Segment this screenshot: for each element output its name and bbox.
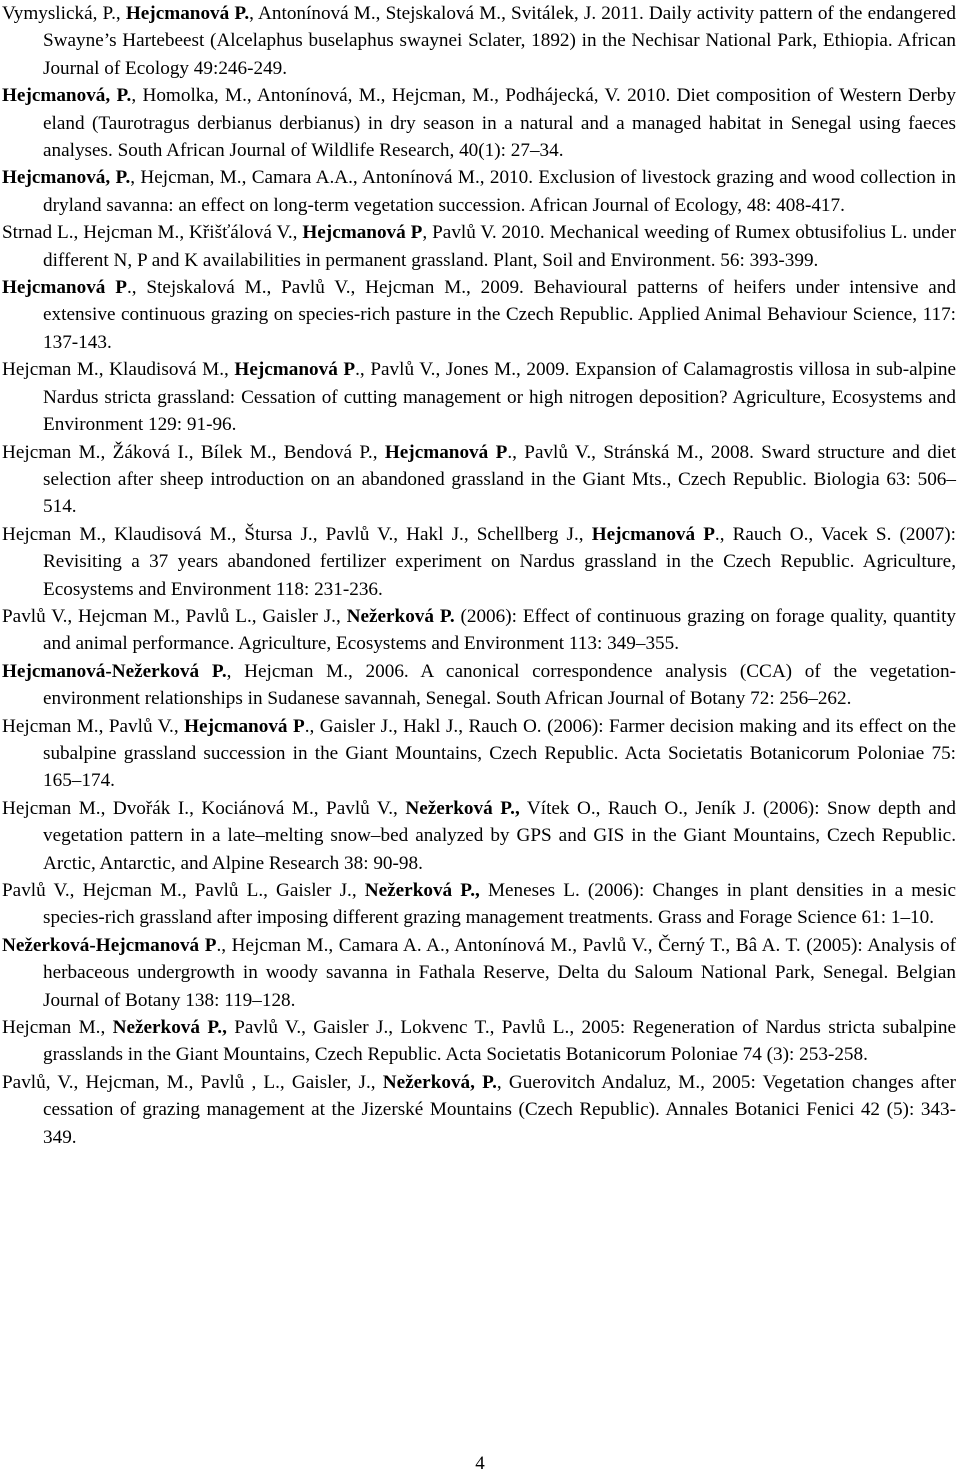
reference-entry — [2, 219, 956, 274]
reference-entry — [2, 439, 956, 521]
reference-entry — [2, 356, 956, 438]
reference-text: Pavlů V., Hejcman M., Pavlů L., Gaisler J., — [2, 880, 365, 901]
reference-entry — [2, 521, 956, 603]
reference-text: , Antonínová M., Stejskalová M., Svitálek, J. 2011. Daily activity pattern of the endangered Swayne’s Hartebeest (Alcelaphus buselaphus swaynei Sclater, 1892) in the Nechisar National Park, Ethiopia. African Journal of Ecology 49:246-249. — [43, 3, 957, 79]
reference-text: (2006): Effect of continuous grazing on forage quality, quantity and animal performance. Agriculture, Ecosystems and Environment 113: 349–355. — [43, 605, 957, 655]
reference-entry — [2, 164, 956, 219]
reference-text: Strnad L., Hejcman M., Křišťálová V., — [2, 222, 303, 244]
reference-text: Pavlů, V., Hejcman, M., Pavlů , L., Gaisler, J., — [2, 1071, 383, 1093]
reference-entry — [2, 877, 956, 932]
reference-entry — [2, 795, 956, 877]
author-highlight: Hejcmanová P — [2, 277, 127, 299]
reference-text: ., Rauch O., Vacek S. (2007): Revisiting a 37 years abandoned fertilizer experiment on Nardus grassland in the Czech Republic. Agriculture, Ecosystems and Environment 118: 231-236. — [43, 523, 956, 600]
reference-entry — [2, 658, 956, 713]
author-highlight: Hejcmanová, P. — [2, 85, 132, 107]
author-highlight: Hejcmanová, P. — [2, 167, 131, 189]
reference-text: ., Hejcman M., Camara A. A., Antonínová M., Pavlů V., Černý T., Bâ A. T. (2005): Analysis of herbaceous undergrowth in woody savanna in Fathala Reserve, Delta du Saloum National Park, Senegal. Belgian Journal of Botany 138: 119–128. — [43, 934, 956, 1011]
reference-entry — [2, 82, 956, 164]
reference-text: Hejcman M., Dvořák I., Kociánová M., Pavlů V., — [2, 797, 406, 819]
reference-text: ., Pavlů V., Jones M., 2009. Expansion of Calamagrostis villosa in sub-alpine Nardus stricta grassland: Cessation of cutting management or high nitrogen deposition? Agriculture, Ecosystems and Environment 129: 91-96. — [43, 359, 956, 436]
reference-text: Pavlů V., Hejcman M., Pavlů L., Gaisler J., — [2, 605, 347, 627]
author-highlight: Nežerková P., — [364, 880, 480, 901]
reference-text: , Pavlů V. 2010. Mechanical weeding of Rumex obtusifolius L. under different N, P and K availabilities in permanent grassland. Plant, Soil and Environment. 56: 393-399. — [43, 222, 956, 271]
reference-text: Hejcman M., Žáková I., Bílek M., Bendová P., — [2, 441, 385, 463]
author-highlight: Hejcmanová P. — [125, 3, 250, 24]
reference-text: , Hejcman M., 2006. A canonical correspondence analysis (CCA) of the vegetation-environment relationships in Sudanese savannah, Senegal. South African Journal of Botany 72: 256–262. — [43, 660, 956, 710]
author-highlight: Hejcmanová P — [591, 523, 715, 545]
author-highlight: Nežerková, P. — [382, 1071, 497, 1093]
author-highlight: Nežerková P., — [405, 797, 520, 819]
page-number: 4 — [475, 1453, 485, 1474]
reference-list — [2, 0, 956, 1151]
reference-text: Vymyslická, P., — [2, 3, 126, 24]
reference-text: Vítek O., Rauch O., Jeník J. (2006): Snow depth and vegetation pattern in a late–melting snow–bed analyzed by GPS and GIS in the Giant Mountains, Czech Republic. Arctic, Antarctic, and Alpine Research 38: 90-98. — [43, 797, 956, 874]
reference-text: ., Pavlů V., Stránská M., 2008. Sward structure and diet selection after sheep introduction on an abandoned grassland in the Giant Mts., Czech Republic. Biologia 63: 506–514. — [43, 441, 957, 518]
author-highlight: Hejcmanová P — [184, 715, 305, 737]
author-highlight: Nežerková P. — [346, 605, 455, 627]
author-highlight: Hejcmanová-Nežerková P. — [2, 660, 227, 682]
reference-text: Hejcman M., — [2, 1017, 113, 1039]
reference-entry — [2, 274, 956, 356]
reference-text: Pavlů V., Gaisler J., Lokvenc T., Pavlů L., 2005: Regeneration of Nardus stricta subalpine grasslands in the Giant Mountains, Czech Republic. Acta Societatis Botanicorum Poloniae 74 (3): 253-258. — [43, 1017, 956, 1066]
reference-entry — [2, 1014, 956, 1069]
reference-entry — [2, 713, 956, 795]
reference-text: , Homolka, M., Antonínová, M., Hejcman, M., Podhájecká, V. 2010. Diet composition of Western Derby eland (Taurotragus derbianus derbianus) in dry season in a natural and a managed habitat in Senegal using faeces analyses. South African Journal of Wildlife Research, 40(1): 27–34. — [43, 85, 956, 162]
author-highlight: Hejcmanová P — [234, 359, 356, 381]
author-highlight: Nežerková-Hejcmanová P — [2, 934, 217, 956]
reference-entry — [2, 0, 956, 82]
reference-entry — [2, 932, 956, 1014]
author-highlight: Nežerková P., — [112, 1017, 227, 1039]
reference-text: Meneses L. (2006): Changes in plant densities in a mesic species-rich grassland after imposing different grazing management treatments. Grass and Forage Science 61: 1–10. — [43, 880, 956, 929]
reference-entry — [2, 603, 956, 658]
reference-text: Hejcman M., Pavlů V., — [2, 715, 185, 737]
reference-entry — [2, 1069, 956, 1151]
reference-text: , Hejcman, M., Camara A.A., Antonínová M., 2010. Exclusion of livestock grazing and wood collection in dryland savanna: an effect on long-term vegetation succession. African Journal of Ecology, 48: 408-417. — [43, 167, 956, 216]
reference-text: ., Stejskalová M., Pavlů V., Hejcman M., 2009. Behavioural patterns of heifers under intensive and extensive continuous grazing on species-rich pasture in the Czech Republic. Applied Animal Behaviour Science, 117: 137-143. — [43, 277, 956, 353]
reference-text: Hejcman M., Klaudisová M., Štursa J., Pavlů V., Hakl J., Schellberg J., — [2, 523, 592, 545]
author-highlight: Hejcmanová P — [302, 222, 423, 244]
author-highlight: Hejcmanová P — [384, 441, 508, 463]
reference-text: Hejcman M., Klaudisová M., — [2, 359, 235, 381]
reference-text: , Guerovitch Andaluz, M., 2005: Vegetation changes after cessation of grazing management at the Jizerské Mountains (Czech Republic). Annales Botanici Fenici 42 (5): 343-349. — [43, 1071, 956, 1148]
reference-text: ., Gaisler J., Hakl J., Rauch O. (2006): Farmer decision making and its effect on the subalpine grassland succession in the Giant Mountains, Czech Republic. Acta Societatis Botanicorum Poloniae 75: 165–174. — [43, 715, 956, 792]
